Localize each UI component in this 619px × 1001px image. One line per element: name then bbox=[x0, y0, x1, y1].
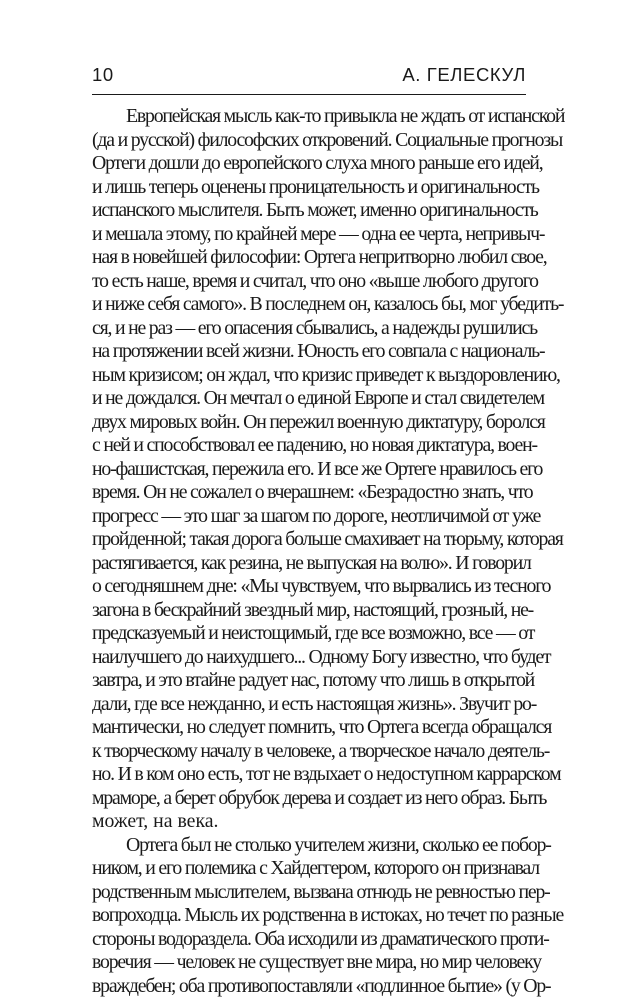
text-line: (да и русской) философских откровений. Социальные прогнозы bbox=[92, 128, 563, 151]
text-line: то есть наше, время и считал, что оно «выше любого другого bbox=[92, 269, 538, 292]
text-line: мантически, но следует помнить, что Ортега всегда обращался bbox=[92, 716, 552, 738]
text-line: родственным мыслителем, вызвана отнюдь не ревностью пер- bbox=[92, 880, 550, 903]
text-line: предсказуемый и неистощимый, где все возможно, все — от bbox=[92, 622, 535, 644]
text-line: испанского мыслителя. Быть может, именно оригинальность bbox=[92, 199, 538, 221]
text-line: Ортега был не столько учителем жизни, сколько ее побор- bbox=[126, 833, 551, 856]
text-line: воречия — человек не существует вне мира, но мир человеку bbox=[92, 951, 541, 973]
text-line: но-фашистская, пережила его. И все же Ортеге нравилось его bbox=[92, 457, 543, 480]
text-line: и мешала этому, по крайней мере — одна ее черта, непривыч- bbox=[92, 222, 545, 245]
header-rule bbox=[92, 94, 526, 95]
text-line: к творческому началу в человеке, а творческое начало деятель- bbox=[92, 739, 550, 762]
text-line: и ниже себя самого». В последнем он, казалось бы, мог убедить- bbox=[92, 293, 564, 315]
paragraph bbox=[92, 833, 564, 999]
text-line: загона в бескрайний звездный мир, настоящий, грозный, не- bbox=[92, 598, 534, 621]
text-line: дали, где все нежданно, и есть настоящая жизнь». Звучит ро- bbox=[92, 692, 537, 715]
text-line: завтра, и это втайне радует нас, потому что лишь в открытой bbox=[92, 669, 535, 691]
page-number: 10 bbox=[92, 64, 114, 85]
paragraph bbox=[92, 105, 565, 834]
text-line: и лишь теперь оценены проницательность и оригинальность bbox=[92, 175, 539, 198]
text-line: Ортеги дошли до европейского слуха много раньше его идей, bbox=[92, 152, 543, 174]
text-line: и не дождался. Он мечтал о единой Европе и стал свидетелем bbox=[92, 387, 544, 409]
text-line: прогресс — это шаг за шагом по дороге, неотличимой от уже bbox=[92, 504, 541, 527]
running-head bbox=[92, 64, 526, 90]
running-head-author: А. ГЕЛЕСКУЛ bbox=[402, 64, 526, 85]
text-line: стороны водораздела. Оба исходили из драматического проти- bbox=[92, 927, 549, 950]
text-line: время. Он не сожалел о вчерашнем: «Безрадостно знать, что bbox=[92, 481, 533, 503]
text-line: на протяжении всей жизни. Юность его совпала с националь- bbox=[92, 340, 545, 362]
text-line: может, на века. bbox=[92, 810, 219, 832]
text-line: вопроходца. Мысль их родственна в истоках, но течет по разные bbox=[92, 904, 564, 926]
body-text bbox=[92, 105, 565, 998]
text-line: ная в новейшей философии: Ортега непритворно любил свое, bbox=[92, 246, 547, 268]
text-line: наилучшего до наихудшего... Одному Богу известно, что будет bbox=[92, 645, 551, 668]
text-line: ся, и не раз — его опасения сбывались, а надежды рушились bbox=[92, 316, 537, 339]
text-line: враждебен; оба противопоставляли «подлинное бытие» (у Ор- bbox=[92, 974, 551, 997]
text-line: но. И в ком оно есть, тот не вздыхает о недоступном каррарском bbox=[92, 763, 561, 785]
text-line: ником, и его полемика с Хайдеггером, которого он признавал bbox=[92, 857, 539, 879]
text-line: двух мировых войн. Он пережил военную диктатуру, боролся bbox=[92, 410, 545, 433]
text-line: растягивается, как резина, не выпуская на волю». И говорил bbox=[92, 551, 531, 574]
text-line: о сегодняшнем дне: «Мы чувствуем, что вырвались из тесного bbox=[92, 575, 551, 597]
text-line: мраморе, а берет обрубок дерева и создает из него образ. Быть bbox=[92, 786, 547, 809]
text-line: с ней и способствовал ее падению, но новая диктатура, воен- bbox=[92, 434, 537, 456]
text-line: ным кризисом; он ждал, что кризис приведет к выздоровлению, bbox=[92, 363, 560, 386]
text-line: пройденной; такая дорога больше смахивает на тюрьму, которая bbox=[92, 528, 563, 550]
text-line: Европейская мысль как-то привыкла не ждать от испанской bbox=[126, 105, 565, 127]
